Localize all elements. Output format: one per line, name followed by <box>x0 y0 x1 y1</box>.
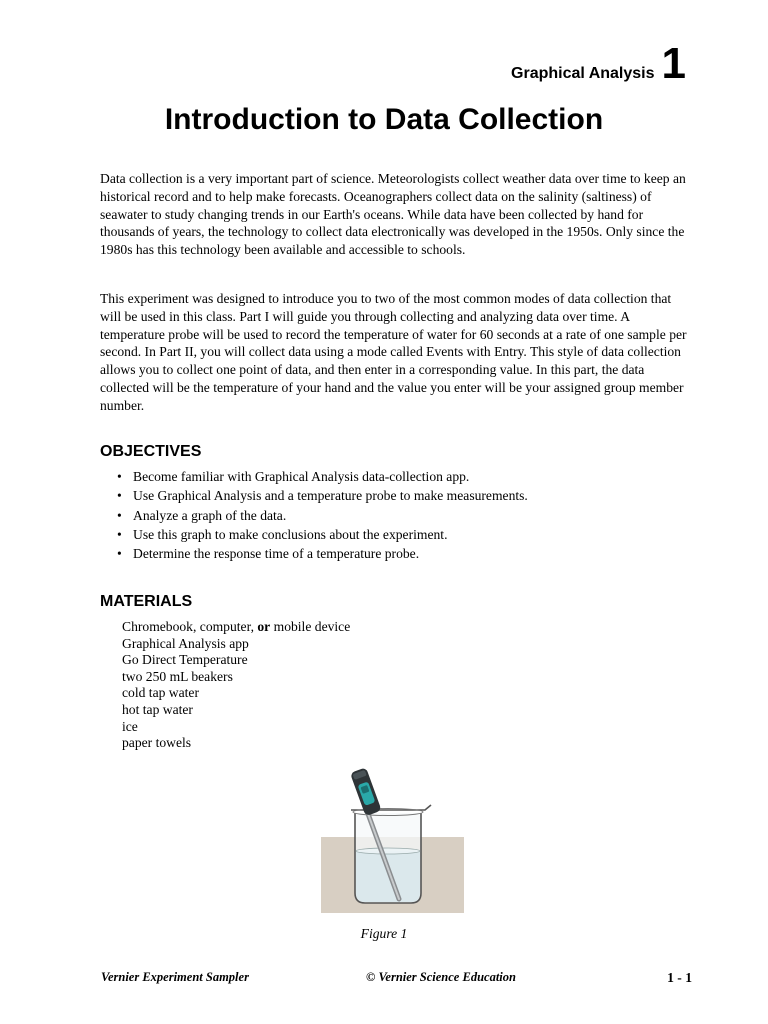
list-item: Graphical Analysis app <box>122 635 249 651</box>
chapter-header <box>511 39 686 88</box>
objective-text: Use Graphical Analysis and a temperature probe to make measurements. <box>133 488 528 504</box>
list-item: cold tap water <box>122 685 199 701</box>
material-text-part: mobile device <box>270 619 351 634</box>
objective-text: Analyze a graph of the data. <box>133 507 287 523</box>
list-item <box>117 544 528 563</box>
list-item <box>117 486 528 505</box>
material-text-part: Chromebook, computer, <box>122 619 258 634</box>
objective-text: Determine the response time of a temperature probe. <box>133 546 420 562</box>
bullet-icon: • <box>117 469 122 484</box>
list-item: two 250 mL beakers <box>122 668 233 684</box>
objectives-heading: OBJECTIVES <box>100 443 202 460</box>
list-item <box>117 467 528 486</box>
temperature-probe-in-beaker-icon <box>321 755 464 913</box>
chapter-number: 1 <box>661 39 686 88</box>
footer-left: Vernier Experiment Sampler <box>101 970 249 984</box>
footer-center: © Vernier Science Education <box>366 970 516 984</box>
figure-caption: Figure 1 <box>360 926 408 941</box>
objective-text: Use this graph to make conclusions about the experiment. <box>133 526 448 542</box>
intro-paragraph-1: Data collection is a very important part of science. Meteorologists collect weather data over time to keep an historical record and to help make forecasts. Oceanographers collect data on the salinity (saltiness) of seawater to study changing trends in our Earth's oceans. While data have been collected by hand for thousands of years, the technology to collect data electronically was developed in the 1950s. Only since the 1980s has this technology been available and accessible to schools. <box>100 171 686 258</box>
objective-text: Become familiar with Graphical Analysis data-collection app. <box>133 469 470 484</box>
bullet-icon: • <box>117 507 122 523</box>
list-item <box>122 619 350 636</box>
list-item <box>117 506 528 525</box>
material-text-emphasis: or <box>257 619 271 634</box>
page-number: 1 - 1 <box>667 970 692 985</box>
materials-heading: MATERIALS <box>100 593 193 610</box>
list-item: Go Direct Temperature <box>122 652 248 668</box>
bullet-icon: • <box>117 488 122 504</box>
bullet-icon: • <box>117 526 122 542</box>
list-item <box>117 525 528 544</box>
figure-1-illustration <box>321 755 464 913</box>
page-title: Introduction to Data Collection <box>164 103 604 136</box>
chapter-label: Graphical Analysis <box>511 65 655 82</box>
intro-paragraph-2: This experiment was designed to introduce you to two of the most common modes of data collection that will be used in this class. Part I will guide you through collecting and analyzing data over time. A temperature probe will be used to record the temperature of water for 60 seconds at a rate of one sample per second. In Part II, you will collect data using a mode called Events with Entry. This style of data collection allows you to collect one point of data, and then enter in a corresponding value. In this part, the data collected will be the temperature of your hand and the value you enter will be your assigned group member number. <box>100 291 687 413</box>
objectives-list <box>117 467 528 563</box>
list-item: ice <box>122 718 138 734</box>
list-item: hot tap water <box>122 701 193 717</box>
list-item: paper towels <box>122 735 192 751</box>
bullet-icon: • <box>117 546 122 562</box>
materials-list <box>122 619 350 752</box>
